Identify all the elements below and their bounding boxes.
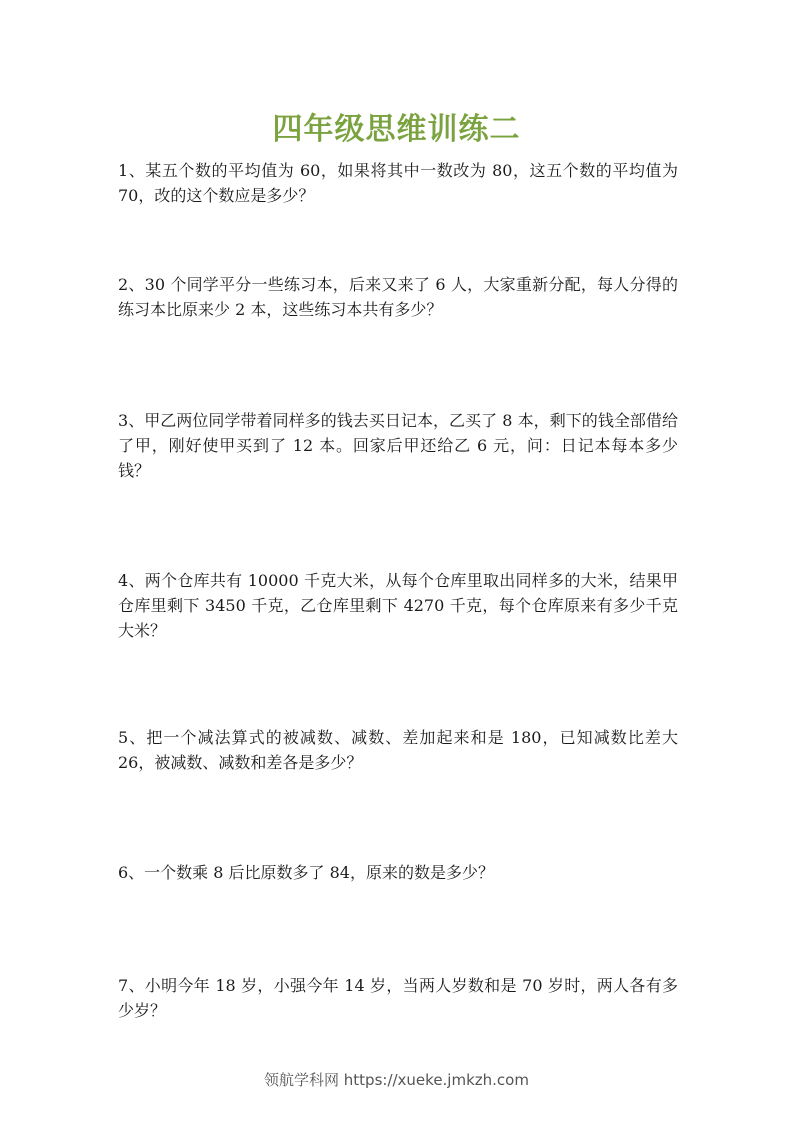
question-2: 2、30 个同学平分一些练习本，后来又来了 6 人，大家重新分配，每人分得的练习本比原来少 2 本，这些练习本共有多少？ xyxy=(118,275,678,319)
question-1: 1、某五个数的平均值为 60，如果将其中一数改为 80，这五个数的平均值为 70，改的这个数应是多少？ xyxy=(118,161,678,205)
question-7: 7、小明今年 18 岁，小强今年 14 岁，当两人岁数和是 70 岁时，两人各有多少岁？ xyxy=(118,976,678,1020)
question-6: 6、一个数乘 8 后比原数多了 84，原来的数是多少？ xyxy=(118,863,494,882)
page-title: 四年级思维训练二 xyxy=(272,112,521,147)
question-4: 4、两个仓库共有 10000 千克大米，从每个仓库里取出同样多的大米，结果甲仓库里剩下 3450 千克，乙仓库里剩下 4270 千克，每个仓库原来有多少千克大米？ xyxy=(118,571,678,640)
question-5: 5、把一个减法算式的被减数、减数、差加起来和是 180，已知减数比差大 26，被减数、减数和差各是多少？ xyxy=(118,728,678,772)
footer-watermark: 领航学科网 https://xueke.jmkzh.com xyxy=(264,1071,529,1089)
question-3: 3、甲乙两位同学带着同样多的钱去买日记本，乙买了 8 本，剩下的钱全部借给了甲，刚好使甲买到了 12 本。回家后甲还给乙 6 元，问：日记本每本多少钱？ xyxy=(118,411,678,480)
